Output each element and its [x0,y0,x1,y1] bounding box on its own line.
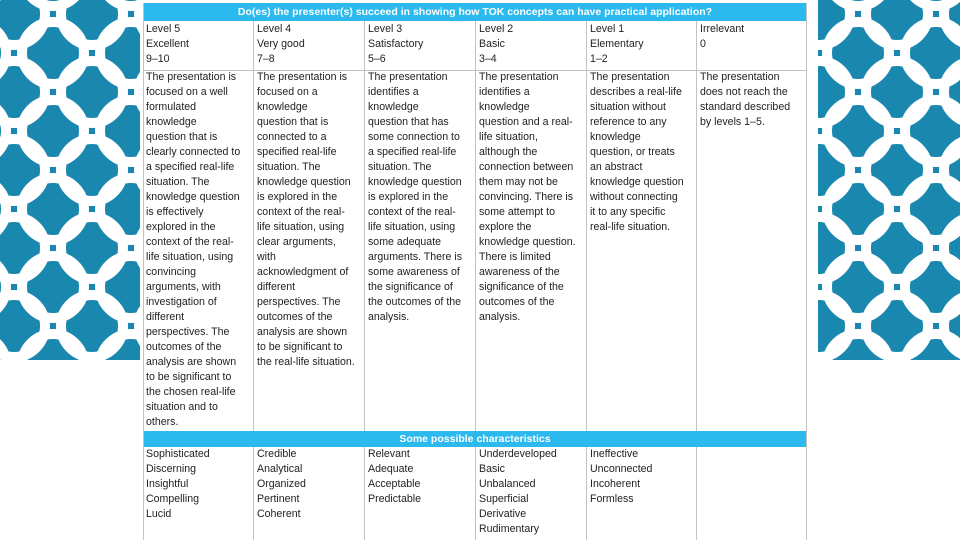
level-header [254,22,365,67]
characteristics-list: Ineffective Unconnected Incoherent Formless [590,448,653,505]
level-header [365,22,476,67]
characteristics-header: Some possible characteristics [143,431,807,447]
characteristics-list: Sophisticated Discerning Insightful Compelling Lucid [146,448,210,520]
level-description: The presentation identifies a knowledge question that has some connection to a specified real-life situation. The knowledge question is explored in the context of the real- life situation, using some adequate arguments. There is some awareness of the significance of the outcomes of the analysis. [368,71,463,323]
level-name: Level 2 [479,23,514,35]
level-name: Level 5 [146,23,181,35]
level-name: Level 3 [368,23,403,35]
level-name: Level 1 [590,23,625,35]
ring-pattern-icon [0,0,140,360]
level-header [587,22,697,67]
level-marks: 7–8 [257,53,275,65]
level-description: The presentation does not reach the standard described by levels 1–5. [700,71,791,128]
characteristics-list: Credible Analytical Organized Pertinent Coherent [257,448,306,520]
level-descriptor: Basic [479,38,505,50]
rubric-table [143,3,807,540]
characteristics-list: Relevant Adequate Acceptable Predictable [368,448,421,505]
level-marks: 1–2 [590,53,608,65]
level-descriptor: Very good [257,38,305,50]
level-description: The presentation identifies a knowledge question and a real- life situation, although the connection between them may not be convincing. There is some attempt to explore the knowledge question. There is limited awareness of the significance of the outcomes of the analysis. [479,71,576,323]
rubric-title: Do(es) the presenter(s) succeed in showing how TOK concepts can have practical application? [143,3,807,21]
level-description: The presentation describes a real-life situation without reference to any knowledge question, or treats an abstract knowledge question without connecting it to any specific real-life situation. [590,71,684,233]
level-header [697,22,807,52]
level-descriptor: Elementary [590,38,644,50]
decorative-pattern-right [818,0,960,360]
level-marks: 5–6 [368,53,386,65]
level-descriptor: Irrelevant [700,23,745,35]
decorative-pattern-left [0,0,140,360]
level-header [476,22,587,67]
level-description: The presentation is focused on a knowledge question that is connected to a specified real-life situation. The knowledge question is explored in the context of the real- life situation, using clear arguments, with acknowledgment of different perspectives. The outcomes of the analysis are shown to be significant to the real-life situation. [257,71,355,368]
level-descriptor: Satisfactory [368,38,424,50]
level-name: Level 4 [257,23,292,35]
level-descriptor: Excellent [146,38,189,50]
level-marks: 0 [700,38,706,50]
level-description: The presentation is focused on a well formulated knowledge question that is clearly connected to a specified real-life situation. The knowledge question is effectively explored in the context of the real- life situation, using convincing arguments, with investigation of different perspectives. The outcomes of the analysis are shown to be significant to the chosen real-life situation and to others. [146,71,241,428]
level-marks: 9–10 [146,53,170,65]
level-header [143,22,254,67]
ring-pattern-icon [818,0,960,360]
characteristics-list: Underdeveloped Basic Unbalanced Superficial Derivative Rudimentary [479,448,557,535]
level-marks: 3–4 [479,53,497,65]
